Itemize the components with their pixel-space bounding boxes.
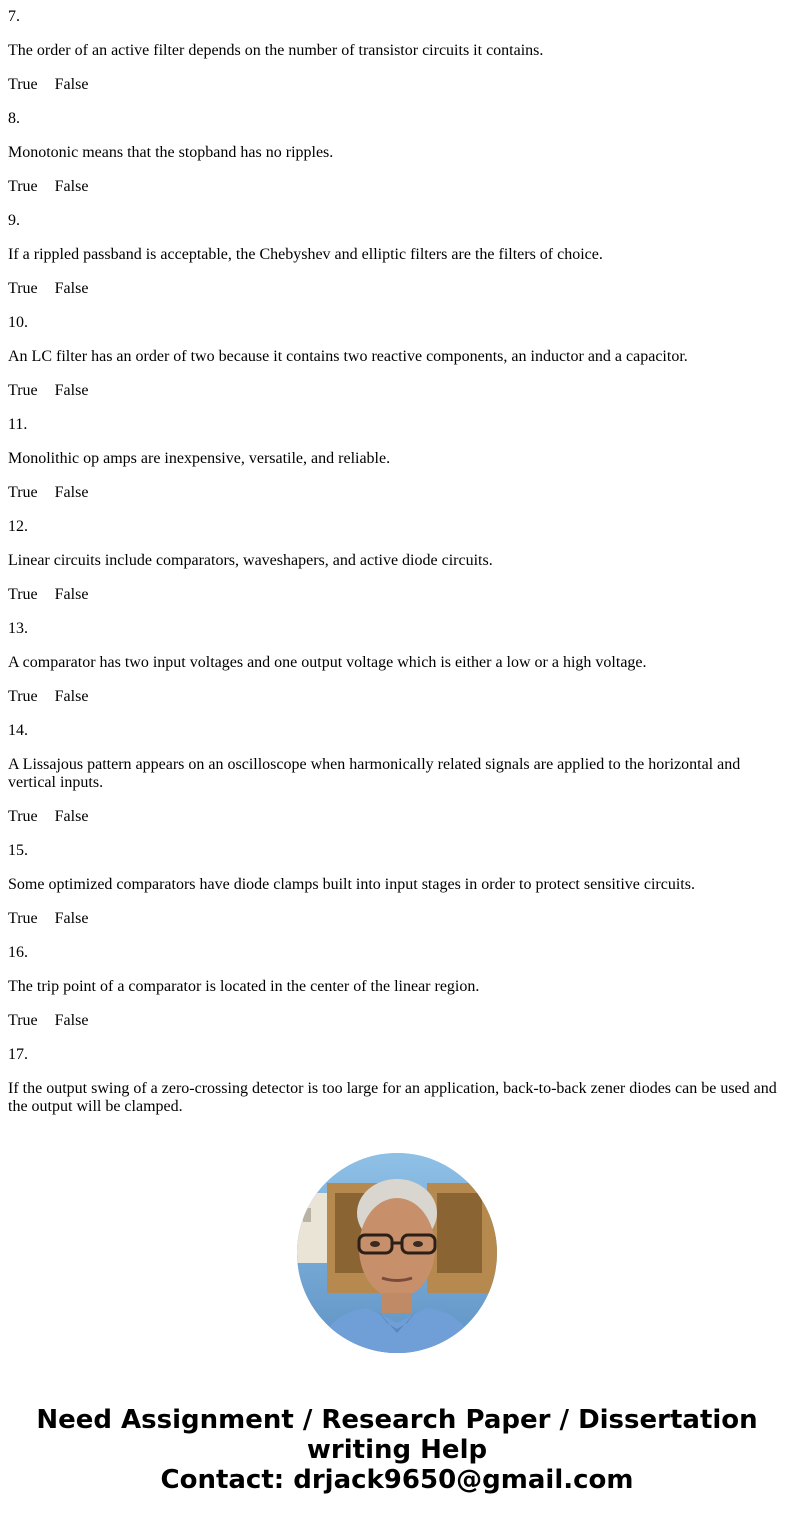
question-number: 10. [8,314,28,331]
question-number: 16. [8,944,28,961]
true-option[interactable]: True [8,688,38,705]
question-text: Monotonic means that the stopband has no ripples. [8,144,334,161]
true-option[interactable]: True [8,178,38,195]
true-option[interactable]: True [8,586,38,603]
avatar-portrait-image [297,1153,497,1353]
question-text: Some optimized comparators have diode clamps built into input stages in order to protect sensitive circuits. [8,876,695,893]
question-item [8,842,784,928]
question-text: Monolithic op amps are inexpensive, versatile, and reliable. [8,450,391,467]
question-number: 7. [8,8,20,25]
question-number: 8. [8,110,20,127]
false-option[interactable]: False [54,910,89,927]
contact-email[interactable]: Contact: drjack9650@gmail.com [160,1465,634,1495]
answer-options [8,1012,784,1030]
false-option[interactable]: False [54,586,89,603]
question-text: If the output swing of a zero-crossing detector is too large for an application, back-to-back zener diodes can be used and the output will be clamped. [8,1080,777,1115]
true-option[interactable]: True [8,484,38,501]
question-text: Linear circuits include comparators, waveshapers, and active diode circuits. [8,552,493,569]
contact-line-2: writing Help [306,1435,488,1465]
question-item [8,620,784,706]
question-number: 12. [8,518,28,535]
false-option[interactable]: False [54,76,89,93]
question-item [8,1046,784,1116]
question-list [8,0,784,1122]
answer-options [8,484,784,502]
answer-options [8,910,784,928]
promo-footer [0,1122,794,1523]
answer-options [8,382,784,400]
question-text: A Lissajous pattern appears on an oscilloscope when harmonically related signals are applied to the horizontal and vertical inputs. [8,756,741,791]
answer-options [8,76,784,94]
true-option[interactable]: True [8,910,38,927]
false-option[interactable]: False [54,1012,89,1029]
false-option[interactable]: False [54,688,89,705]
question-number: 9. [8,212,20,229]
question-text: The trip point of a comparator is located in the center of the linear region. [8,978,480,995]
question-item [8,314,784,400]
question-number: 11. [8,416,28,433]
question-text: A comparator has two input voltages and one output voltage which is either a low or a high voltage. [8,654,647,671]
true-option[interactable]: True [8,76,38,93]
true-option[interactable]: True [8,382,38,399]
answer-options [8,808,784,826]
answer-options [8,586,784,604]
contact-banner [0,1405,794,1495]
false-option[interactable]: False [54,484,89,501]
question-number: 17. [8,1046,28,1063]
true-option[interactable]: True [8,808,38,825]
answer-options [8,178,784,196]
question-item [8,8,784,94]
question-number: 13. [8,620,28,637]
question-item [8,212,784,298]
question-number: 14. [8,722,28,739]
false-option[interactable]: False [54,178,89,195]
question-item [8,416,784,502]
true-option[interactable]: True [8,280,38,297]
answer-options [8,280,784,298]
false-option[interactable]: False [54,808,89,825]
question-text: The order of an active filter depends on the number of transistor circuits it contains. [8,42,544,59]
question-text: If a rippled passband is acceptable, the Chebyshev and elliptic filters are the filters of choice. [8,246,603,263]
contact-line-1: Need Assignment / Research Paper / Dissertation [36,1405,758,1435]
question-item [8,518,784,604]
question-item [8,110,784,196]
answer-options [8,688,784,706]
question-item [8,944,784,1030]
avatar [297,1153,497,1353]
false-option[interactable]: False [54,382,89,399]
question-item [8,722,784,826]
false-option[interactable]: False [54,280,89,297]
question-number: 15. [8,842,28,859]
true-option[interactable]: True [8,1012,38,1029]
question-text: An LC filter has an order of two because it contains two reactive components, an inductor and a capacitor. [8,348,688,365]
